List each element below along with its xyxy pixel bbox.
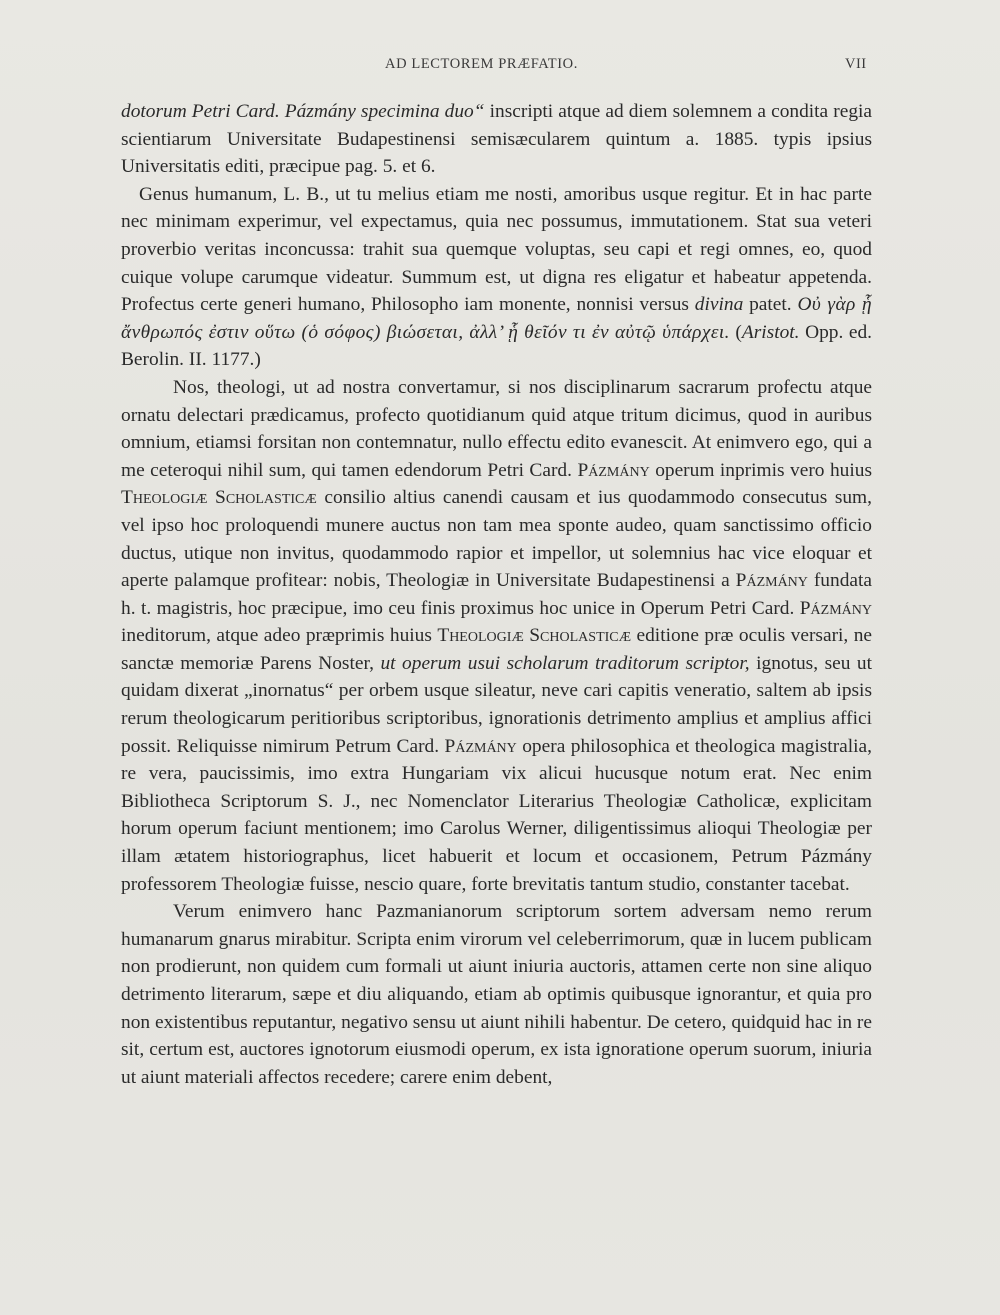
text-run: opera philosophica et theologica magistralia, re vera, paucissimis, imo extra Hungariam vix alicui hucusque notum erat. Nec enim Bibliotheca Scriptorum S. J., nec Nomenclator Literarius Theologiæ Catholicæ, explicitam horum operum faciunt mentionem; imo Carolus Werner, diligentissimus alioqui Theologiæ per illam ætatem historiographus, licet habuerit et locum et occasionem, Petrum Pázmány professorem Theologiæ fuisse, nescio quare, forte brevitatis tantum studio, constanter tacebat. <box>121 735 872 895</box>
paragraph-4 <box>121 898 872 1091</box>
text-run: Genus humanum, L. B., ut tu melius etiam me nosti, amoribus usque regitur. Et in hac parte nec minimam experimur, vel expectamus, quia nec possumus, immutationem. Stat sua veteri proverbio veritas inconcussa: trahit sua quemque voluptas, seu capi et regi omnes, eo, quod cuique volupe carumque videatur. Summum est, ut digna res eligatur et habeatur appetenda. Profectus certe generi humano, Philosopho iam monente, nonnisi versus <box>121 183 872 316</box>
small-caps-title: Theologiæ Scholasticæ <box>121 487 317 509</box>
small-caps-name: Pázmány <box>577 459 650 481</box>
running-head-title: AD LECTOREM PRÆFATIO. <box>385 56 578 72</box>
text-run: editione præ oculis versari, ne sanctæ memoriæ Parens Noster, <box>121 625 872 674</box>
paragraph-3 <box>121 374 872 898</box>
text-run: patet. <box>743 294 798 316</box>
text-run: ( <box>729 321 742 343</box>
text-run: fundata h. t. magistris, hoc præcipue, imo ceu finis proximus hoc unice in Operum Petri Card. <box>121 570 872 619</box>
small-caps-name: Pázmány <box>735 570 808 592</box>
text-run: operum inprimis vero huius <box>649 459 872 481</box>
citation-author: Aristot. <box>741 321 800 343</box>
small-caps-name: Pázmány <box>799 597 872 619</box>
body-text <box>121 98 872 1091</box>
italic-phrase: dotorum Petri Card. Pázmány specimina duo“ <box>121 101 485 122</box>
greek-quotation: Οὐ γὰρ ᾗ ἄνθρωπός ἐστιν οὕτω (ὁ σόφος) βιώσεται, ἀλλ’ ᾗ θεῖόν τι ἐν αὐτῷ ὑπάρχει. <box>121 294 872 343</box>
small-caps-name: Pázmány <box>444 735 517 757</box>
paragraph-2 <box>121 181 872 374</box>
citation-reference: Opp. ed. Berolin. II. 1177.) <box>121 321 872 371</box>
text-run: inscripti atque ad diem solemnem a condita regia scientiarum Universitate Budapestinensi semisæcularem quintum a. 1885. typis ipsius Universitatis editi, præcipue pag. 5. et 6. <box>121 101 873 178</box>
text-run: ineditorum, atque adeo præprimis huius <box>121 625 438 647</box>
text-run: Nos, theologi, ut ad nostra convertamur, si nos disciplinarum sacrarum profectu atque ornatu delectari prædicamus, profecto quotidianum quid atque tritum dicimus, quod in auribus omnium, etiamsi forsitan non contemnatur, nullo effectu edito evanescit. At enimvero ego, qui a me ceteroqui nihil sum, qui tamen edendorum Petri Card. <box>121 376 872 481</box>
text-run: Verum enimvero hanc Pazmanianorum scriptorum sortem adversam nemo rerum humanarum gnarus mirabitur. Scripta enim virorum vel celeberrimorum, quæ in lucem publicam non prodierunt, non quidem cum formali ut aiunt iniuria auctoris, attamen certe non sine aliquo detrimento literarum, sæpe et diu aliquando, etiam ab optimis quibusque ignorantur, et quia pro non existentibus reputantur, negativo sensu ut aiunt nihili habentur. De cetero, quidquid hac in re sit, certum est, auctores ignotorum eiusmodi operum, ex ista ignoratione operum suorum, iniuria ut aiunt materiali affectos recedere; carere enim debent, <box>121 901 872 1088</box>
page-number: VII <box>845 56 867 72</box>
small-caps-title: Theologiæ Scholasticæ <box>437 625 632 647</box>
paragraph-1 <box>121 98 872 181</box>
running-head <box>0 56 1000 80</box>
italic-word: divina <box>694 294 744 316</box>
text-run: ignotus, seu ut quidam dixerat „inornatus“ per orbem usque sileatur, neve cari capitis veneratio, saltem ab ipsis rerum theologicarum peritioribus scriptoribus, ignorationis detrimento amplius et amplius affici possit. Reliquisse nimirum Petrum Card. <box>121 652 872 757</box>
italic-phrase: ut operum usui scholarum traditorum scriptor, <box>380 652 750 674</box>
text-run: consilio altius canendi causam et ius quodammodo consecutus sum, vel ipso hoc proloquendi munere auctus non tam mea sponte audeo, quam sanctissimo officio ductus, utique non invitus, quodammodo rapior et impellor, ut solemnius hac vice eloquar et aperte palamque profitear: nobis, Theologiæ in Universitate Budapestinensi a <box>121 487 872 592</box>
